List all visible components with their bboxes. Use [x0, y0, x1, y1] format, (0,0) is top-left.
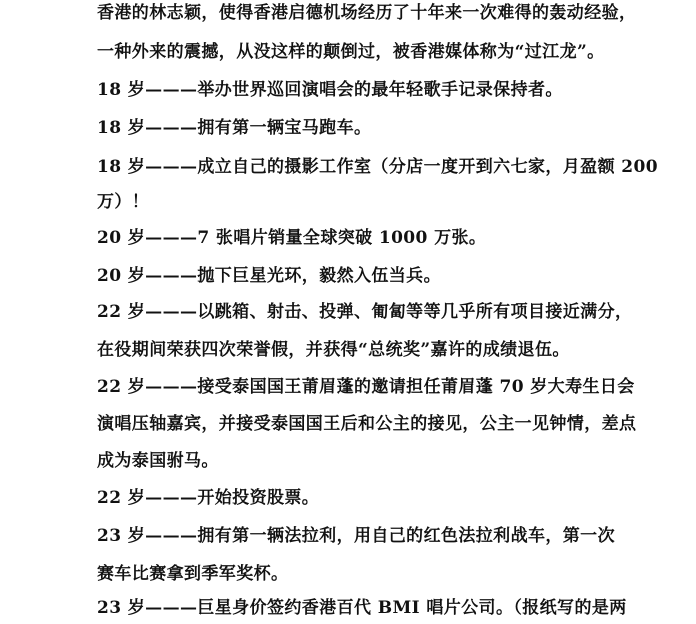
text-line: 23 岁———拥有第一辆法拉利，用自己的红色法拉利战车，第一次	[97, 526, 615, 546]
text-line: 23 岁———巨星身价签约香港百代 BMI 唱片公司。（报纸写的是两	[97, 598, 627, 618]
text-line: 一种外来的震撼，从没这样的颠倒过，被香港媒体称为“过江龙”。	[97, 42, 605, 62]
text-line: 演唱压轴嘉宾，并接受泰国国王后和公主的接见，公主一见钟情，差点	[97, 414, 637, 434]
text-line: 22 岁———接受泰国国王莆眉蓬的邀请担任莆眉蓬 70 岁大寿生日会	[97, 377, 635, 397]
text-line: 成为泰国驸马。	[97, 451, 219, 471]
text-line: 20 岁———7 张唱片销量全球突破 1000 万张。	[97, 228, 487, 248]
text-line: 万）！	[97, 192, 150, 212]
text-line: 18 岁———举办世界巡回演唱会的最年轻歌手记录保持者。	[97, 80, 563, 100]
text-line: 18 岁———拥有第一辆宝马跑车。	[97, 118, 372, 138]
text-line: 20 岁———抛下巨星光环，毅然入伍当兵。	[97, 266, 441, 286]
text-line: 赛车比赛拿到季军奖杯。	[97, 564, 289, 584]
text-line: 22 岁———开始投资股票。	[97, 488, 320, 508]
text-line: 18 岁———成立自己的摄影工作室（分店一度开到六七家，月盈额 200	[97, 157, 658, 177]
text-line: 22 岁———以跳箱、射击、投弹、匍匐等等几乎所有项目接近满分，	[97, 302, 633, 322]
text-line: 香港的林志颖，使得香港启德机场经历了十年来一次难得的轰动经验，	[97, 3, 637, 23]
text-line: 在役期间荣获四次荣誉假，并获得“总统奖”嘉许的成绩退伍。	[97, 340, 570, 360]
